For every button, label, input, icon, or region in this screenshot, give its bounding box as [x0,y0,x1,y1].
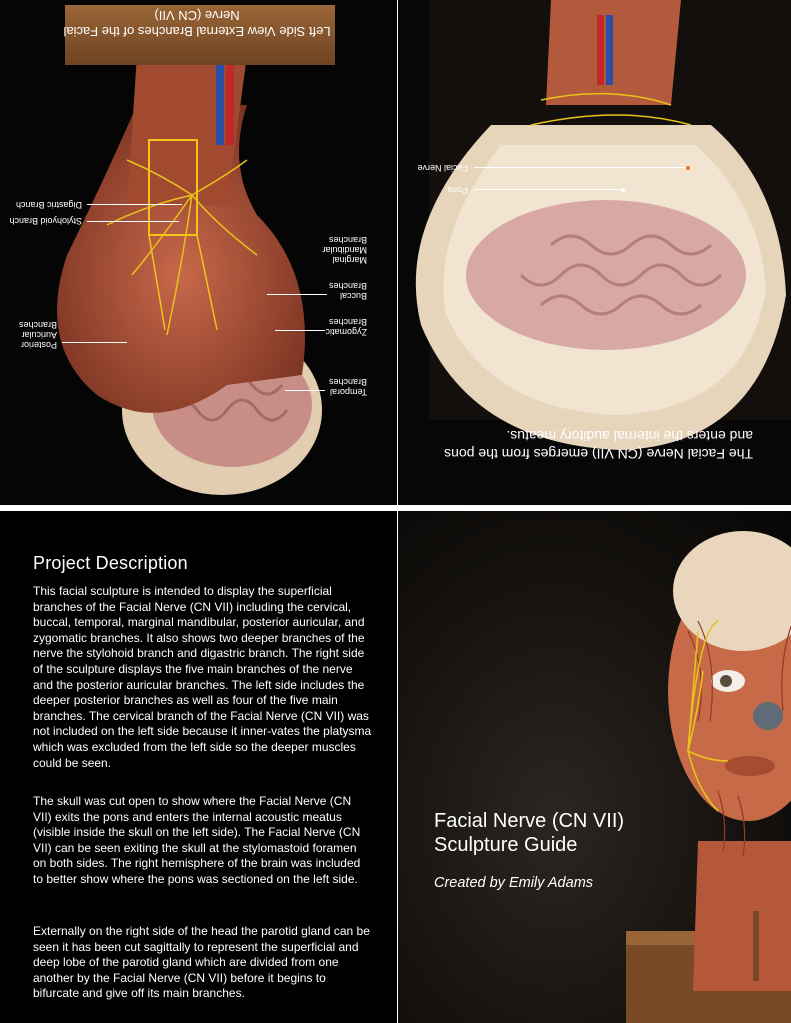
leader-digastric [87,204,182,205]
label-pons: Pons [447,185,468,195]
description-paragraph-2: The skull was cut open to show where the Facial Nerve (CN VII) exits the pons and enters the internal acoustic meatus (visible inside the skull on the left side). The Facial Nerve (CN VII) can be seen exiting the skull at the stylomastoid foramen on both sides. The right hemisphere of the brain was included to better show where the pons was sectioned on the left side. [33,794,361,886]
leader-zygomatic [275,330,325,331]
cover-panel [398,511,791,1023]
author-credit: Created by Emily Adams [434,875,594,891]
leader-buccal [267,294,327,295]
description-paragraph-1: This facial sculpture is intended to display the superficial branches of the Facial Nerve (CN VII) including the cervical, buccal, temporal, marginal mandibular, posterior auricular, and zygomatic branches. It also shows two deeper branches of the nerve the stylohoid branch and digastric branch. The right side of the sculpture displays the five main branches of the nerve and the posterior auricular branches. The left side includes the deeper posterior branches as well as four of the five main branches. The cervical branch of the Facial Nerve (CN VII) was not included on the left side because it inner-vates the platysma which was excluded from the left side so the deeper muscles could be seen. [33,584,372,770]
label-digastric: Digastric Branch [15,200,82,210]
guide-title-line-1: Facial Nerve (CN VII) [434,810,625,832]
label-zygomatic: Zygomatic Branches [325,317,367,337]
label-posterior-auricular: Posterior Auricular Branches [18,320,57,350]
skull-interior-rotated-content [398,0,791,505]
guide-title-line-2: Sculpture Guide [434,834,578,856]
guide-title [434,809,624,857]
project-description-title: Project Description [33,553,188,573]
project-description-panel [0,511,397,1023]
left-side-caption: Left Side View External Branches of the Facial Nerve (CN VII) [63,8,331,39]
leader-temporal [285,390,325,391]
facial-nerve-marker [686,166,690,170]
leader-stylohyoid [87,221,179,222]
label-stylohyoid: Stylohyoid Branch [9,216,82,226]
description-paragraph-3: Externally on the right side of the head the parotid gland can be seen it has been cut sagittally to represent the superficial and deep lobe of the parotid gland which are divided from one another by the Facial Nerve (CN VII) before it begins to bifurcate and give off its main branches. [33,924,370,1001]
label-facial-nerve: Facial Nerve [417,163,468,173]
leader-posterior-auricular [62,342,127,343]
label-marginal-mandibular: Marginal Mandibular Branches [322,235,367,265]
leader-pons [474,189,621,190]
left-side-view-panel [0,0,397,505]
leader-facial-nerve [474,167,686,168]
skull-interior-caption: The Facial Nerve (CN VII) emerges from the pons and enters the internal auditory meatus. [444,428,753,462]
label-buccal: Buccal Branches [328,281,367,301]
skull-interior-panel [398,0,791,505]
left-side-view-rotated-content [0,0,397,505]
label-temporal: Temporal Branches [328,377,367,397]
sculpture-head-photo [398,511,791,1023]
pons-marker [621,188,625,192]
